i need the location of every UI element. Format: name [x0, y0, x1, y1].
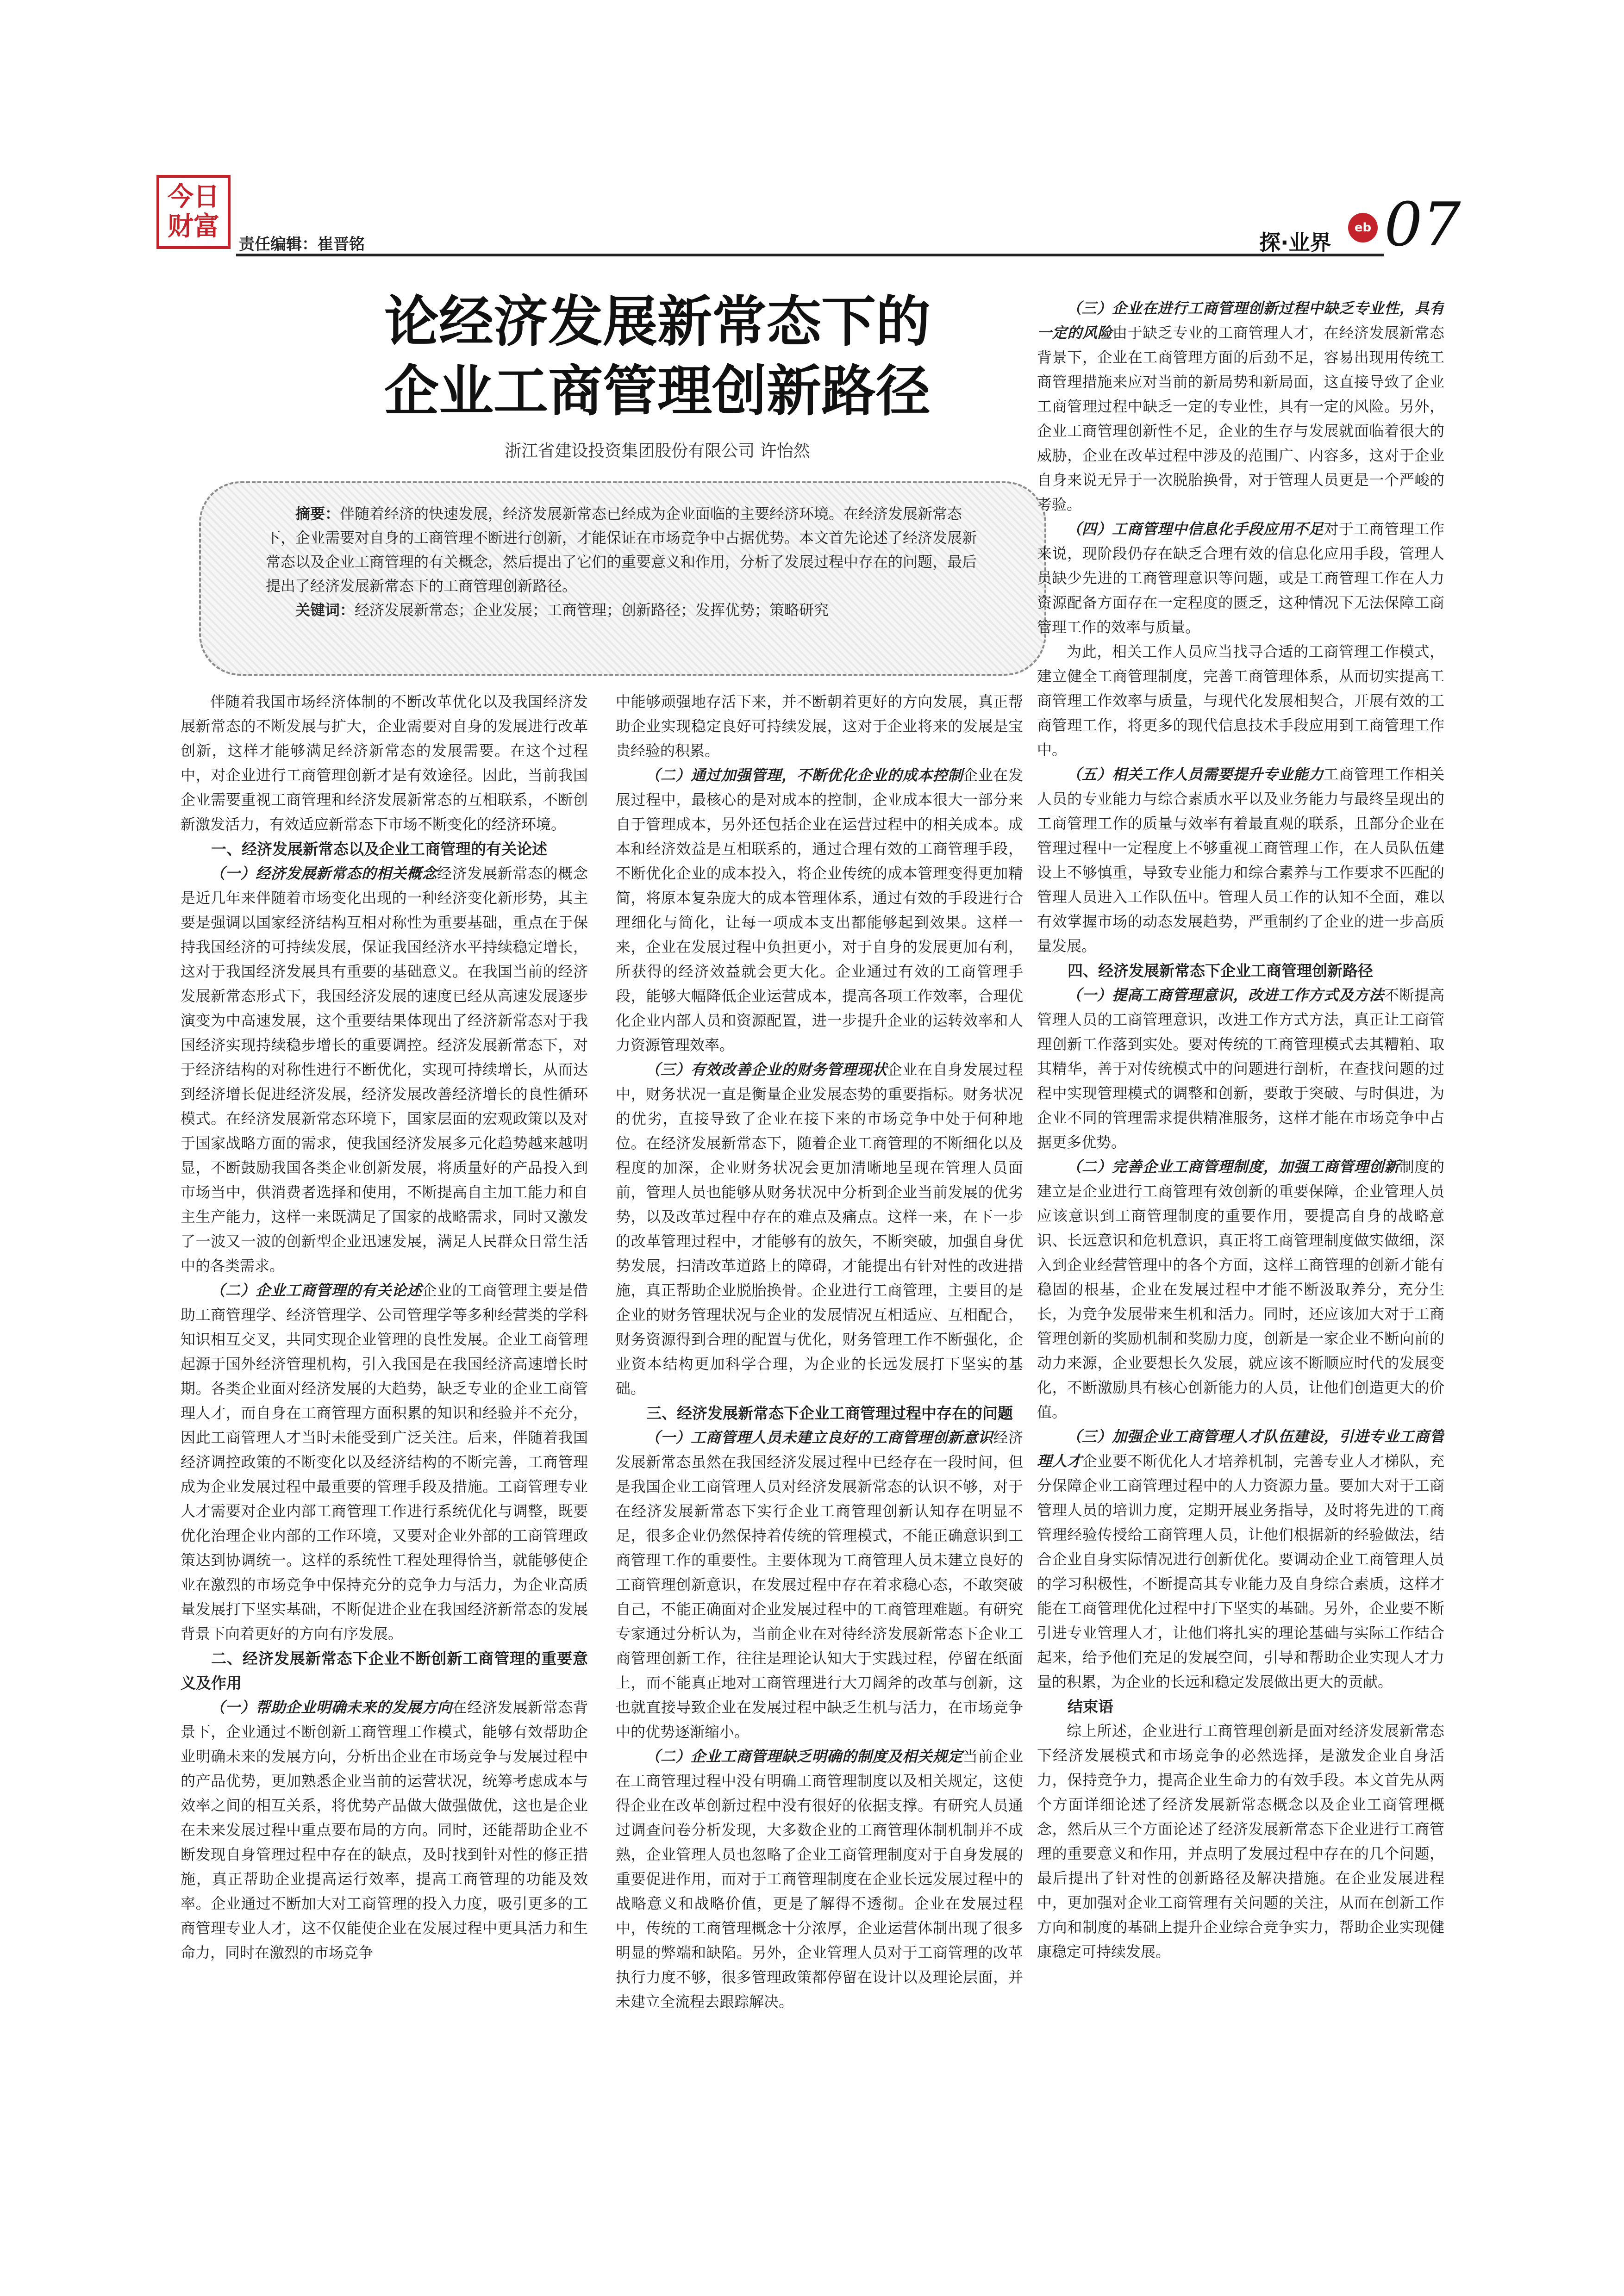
- subsection-title: （四）工商管理中信息化手段应用不足: [1067, 520, 1324, 538]
- section-heading-1: 一、经济发展新常态以及企业工商管理的有关论述: [211, 840, 547, 858]
- subsection-body: 对于工商管理工作来说，现阶段仍存在缺乏合理有效的信息化应用手段，管理人员缺少先进的工商管理意识等问题，或是工商管理工作在人力资源配备方面存在一定程度的匮乏，这种情况下无法保障工商管理工作的效率与质量。: [1037, 520, 1444, 636]
- subsection-title: （三）企业在进行工商管理创新过程中缺乏专业性，具有一定的风险: [1037, 299, 1444, 342]
- subsection-title: （二）企业工商管理缺乏明确的制度及相关规定: [645, 1748, 963, 1765]
- subsection-body: 制度的建立是企业进行工商管理有效创新的重要保障，企业管理人员应该意识到工商管理制度的重要作用，要提高自身的战略意识、长远意识和危机意识，真正将工商管理制度做实做细，深入到企业经营管理中的各个方面，这样工商管理的创新才能有稳固的根基，企业在发展过程中才能不断汲取养分，充分生长，为竞争发展带来生机和活力。同时，还应该加大对于工商管理创新的奖励机制和奖励力度，创新是一家企业不断向前的动力来源，企业要想长久发展，就应该不断顺应时代的发展变化，不断激励具有核心创新能力的人员，让他们创造更大的价值。: [1037, 1158, 1444, 1421]
- subsection-4-1: [1037, 983, 1444, 1155]
- subsection-title: （五）相关工作人员需要提升专业能力: [1067, 765, 1324, 783]
- editor-credit: 责任编辑：崔晋铭: [239, 235, 365, 254]
- subsection-3-4: [1037, 517, 1444, 640]
- title-line-2: 企业工商管理创新路径: [384, 359, 931, 423]
- continued-paragraph: 中能够顽强地存活下来，并不断朝着更好的方向发展，真正帮助企业实现稳定良好可持续发展，这对于企业将来的发展是宝贵经验的积累。: [616, 693, 1023, 759]
- subsection-body: 在经济发展新常态背景下，企业通过不断创新工商管理工作模式，能够有效帮助企业明确未来的发展方向，分析出企业在市场竞争与发展过程中的产品优势，更加熟悉企业当前的运营状况，统筹考虑成本与效率之间的相互关系，将优势产品做大做强做优，这也是企业在未来发展过程中重点要布局的方向。同时，还能帮助企业不断发现自身管理过程中存在的缺点，及时找到针对性的修正措施，真正帮助企业提高运行效率，提高工商管理的功能及效率。企业通过不断加大对工商管理的投入力度，吸引更多的工商管理专业人才，这不仅能使企业在发展过程中更具活力和生命力，同时在激烈的市场竞争: [181, 1699, 588, 1961]
- intro-paragraph: 伴随着我国市场经济体制的不断改革优化以及我国经济发展新常态的不断发展与扩大，企业需要对自身的发展进行改革创新，这样才能够满足经济新常态的发展需要。在这个过程中，对企业进行工商管理创新才是有效途径。因此，当前我国企业需要重视工商管理和经济发展新常态的互相联系，不断创新激发活力，有效适应新常态下市场不断变化的经济环境。: [181, 693, 588, 833]
- transition-paragraph: 为此，相关工作人员应当找寻合适的工商管理工作模式，建立健全工商管理制度，完善工商管理体系，从而切实提高工商管理工作效率与质量，与现代化发展相契合，开展有效的工商管理工作，将更多的现代信息技术手段应用到工商管理工作中。: [1037, 643, 1444, 759]
- subsection-1-2: [181, 1278, 588, 1646]
- masthead-line-1: 今日: [168, 182, 219, 212]
- subsection-body: 由于缺乏专业的工商管理人才，在经济发展新常态背景下，企业在工商管理方面的后劲不足，容易出现用传统工商管理措施来应对当前的新局势和新局面，这直接导致了企业工商管理过程中缺乏一定的专业性，具有一定的风险。另外，企业工商管理创新性不足，企业的生存与发展就面临着很大的威胁，企业在改革过程中涉及的范围广、内容多，这对于企业自身来说无异于一次脱胎换骨，对于管理人员更是一个严峻的考验。: [1037, 324, 1444, 513]
- section-heading-4: 四、经济发展新常态下企业工商管理创新路径: [1068, 962, 1373, 980]
- subsection-title: （一）帮助企业明确未来的发展方向: [210, 1699, 452, 1716]
- subsection-2-1: [181, 1695, 588, 1965]
- section-badge-icon: eb: [1348, 213, 1378, 243]
- subsection-title: （二）企业工商管理的有关论述: [210, 1282, 422, 1299]
- conclusion-paragraph: 综上所述，企业进行工商管理创新是面对经济发展新常态下经济发展模式和市场竞争的必然选择，是激发企业自身活力，保持竞争力，提高企业生命力的有效手段。本文首先从两个方面详细论述了经济发展新常态概念以及企业工商管理概念，然后从三个方面论述了经济发展新常态下企业进行工商管理的重要意义和作用，并点明了发展过程中存在的几个问题，最后提出了针对性的创新路径及解决措施。在企业发展进程中，更加强对企业工商管理有关问题的关注，从而在创新工作方向和制度的基础上提升企业综合竞争实力，帮助企业实现健康稳定可持续发展。: [1037, 1722, 1444, 1960]
- subsection-body: 企业在自身发展过程中，财务状况一直是衡量企业发展态势的重要指标。财务状况的优劣，直接导致了企业在接下来的市场竞争中处于何种地位。在经济发展新常态下，随着企业工商管理的不断细化以及程度的加深，企业财务状况会更加清晰地呈现在管理人员面前，管理人员也能够从财务状况中分析到企业当前发展的优劣势，以及改革过程中存在的难点及痛点。这样一来，在下一步的改革管理过程中，才能够有的放矢，不断突破，加强自身优势发展，扫清改革道路上的障碍，才能提出有针对性的改进措施，真正帮助企业脱胎换骨。企业进行工商管理，主要目的是企业的财务管理状况与企业的发展情况互相适应、互相配合，财务资源得到合理的配置与优化，财务管理工作不断强化，企业资本结构更加科学合理，为企业的长远发展打下坚实的基础。: [616, 1061, 1023, 1397]
- abstract-label: 摘要：: [295, 505, 340, 523]
- title-line-1: 论经济发展新常态下的: [384, 290, 931, 354]
- subsection-body: 当前企业在工商管理过程中没有明确工商管理制度以及相关规定，这使得企业在改革创新过程中没有很好的依据支撑。有研究人员通过调查问卷分析发现，大多数企业的工商管理体制机制并不成熟，企业管理人员也忽略了企业工商管理制度对于自身发展的重要促进作用，而对于工商管理制度在企业长远发展过程中的战略意义和战略价值，更是了解得不透彻。企业在发展过程中，传统的工商管理概念十分浓厚，企业运营体制出现了很多明显的弊端和缺陷。另外，企业管理人员对于工商管理的改革执行力度不够，很多管理政策都停留在设计以及理论层面，并未建立全流程去跟踪解决。: [616, 1748, 1023, 2010]
- subsection-body: 企业在发展过程中，最核心的是对成本的控制，企业成本很大一部分来自于管理成本，另外还包括企业在运营过程中的相关成本。成本和经济效益是互相联系的，通过合理有效的工商管理手段，不断优化企业的成本投入，将企业传统的成本管理变得更加精简，将原本复杂庞大的成本管理体系，通过有效的手段进行合理细化与简化，让每一项成本支出都能够起到效果。这样一来，企业在发展过程中负担更小，对于自身的发展更加有利，所获得的经济效益就会更大化。企业通过有效的工商管理手段，能够大幅降低企业运营成本，提高各项工作效率，合理优化企业内部人员和资源配置，进一步提升企业的运转效率和人力资源管理效率。: [616, 766, 1023, 1054]
- section-heading-3: 三、经济发展新常态下企业工商管理过程中存在的问题: [646, 1404, 1013, 1422]
- subsection-4-3: [1037, 1425, 1444, 1694]
- subsection-3-2: [616, 1744, 1023, 2014]
- masthead-line-2: 财富: [168, 212, 219, 242]
- header-rule: [236, 254, 1384, 256]
- subsection-title: （三）加强企业工商管理人才队伍建设，引进专业工商管理人才: [1037, 1428, 1444, 1470]
- subsection-title: （二）通过加强管理，不断优化企业的成本控制: [645, 766, 963, 784]
- subsection-title: （二）完善企业工商管理制度，加强工商管理创新: [1067, 1158, 1399, 1176]
- section-label: 探·业界: [1259, 230, 1331, 255]
- page-header: [0, 0, 1624, 278]
- abstract-content: [266, 502, 988, 622]
- subsection-title: （一）工商管理人员未建立良好的工商管理创新意识: [645, 1429, 993, 1446]
- article-column-1: [181, 690, 588, 2097]
- subsection-body: 不断提高管理人员的工商管理意识，改进工作方式方法，真正让工商管理创新工作落到实处。要对传统的工商管理模式去其糟粕、取其精华，善于对传统模式中的问题进行剖析，在查找问题的过程中实现管理模式的调整和创新，要敢于突破、与时俱进，为企业不同的管理需求提供精准服务，这样才能在市场竞争中占据更多优势。: [1037, 986, 1444, 1151]
- article-author: 浙江省建设投资集团股份有限公司 许怡然: [505, 442, 810, 460]
- subsection-body: 工商管理工作相关人员的专业能力与综合素质水平以及业务能力与最终呈现出的工商管理工作的质量与效率有着最直观的联系，且部分企业在管理过程中一定程度上不够重视工商管理工作，在人员队伍建设上不够慎重，导致专业能力和综合素养与工作要求不匹配的管理人员进入工作队伍中。管理人员工作的认知不全面，难以有效掌握市场的动态发展趋势，严重制约了企业的进一步高质量发展。: [1037, 765, 1444, 955]
- subsection-body: 企业的工商管理主要是借助工商管理学、经济管理学、公司管理学等多种经营类的学科知识相互交叉，共同实现企业管理的良性发展。企业工商管理起源于国外经济管理机构，引入我国是在我国经济高速增长时期。各类企业面对经济发展的大趋势，缺乏专业的企业工商管理人才，而自身在工商管理方面积累的知识和经验并不充分，因此工商管理人才当时未能受到广泛关注。后来，伴随着我国经济调控政策的不断变化以及经济结构的不断完善，工商管理成为企业发展过程中最重要的管理手段及措施。工商管理专业人才需要对企业内部工商管理工作进行系统优化与调整，既要优化治理企业内部的工作环境，又要对企业外部的工商管理政策达到协调统一。这样的系统性工程处理得恰当，就能够使企业在激烈的市场竞争中保持充分的竞争力与活力，为企业高质量发展打下坚实基础，不断促进企业在我国经济新常态的发展背景下向着更好的方向有序发展。: [181, 1282, 588, 1643]
- article-column-3: [1037, 296, 1444, 2097]
- newspaper-masthead: [156, 175, 231, 249]
- subsection-body: 企业要不断优化人才培养机制，完善专业人才梯队，充分保障企业工商管理过程中的人力资源力量。要加大对于工商管理人员的培训力度，定期开展业务指导，及时将先进的工商管理经验传授给工商管理人员，让他们根据新的经验做法，结合企业自身实际情况进行创新优化。要调动企业工商管理人员的学习积极性，不断提高其专业能力及自身综合素质，这样才能在工商管理优化过程中打下坚实的基础。另外，企业要不断引进专业管理人才，让他们将扎实的理论基础与实际工作结合起来，给予他们充足的发展空间，引导和帮助企业实现人才力量的积累，为企业的长远和稳定发展做出更大的贡献。: [1037, 1452, 1444, 1691]
- subsection-3-1: [616, 1425, 1023, 1744]
- article-column-2: [616, 690, 1023, 2097]
- keywords-label: 关键词：: [295, 601, 355, 619]
- subsection-3-5: [1037, 762, 1444, 958]
- subsection-3-3: [1037, 296, 1444, 517]
- page-number: 07: [1384, 189, 1461, 260]
- keywords-text: 经济发展新常态；企业发展；工商管理；创新路径；发挥优势；策略研究: [355, 601, 829, 619]
- subsection-title: （一）经济发展新常态的相关概念: [210, 865, 437, 882]
- conclusion-heading: 结束语: [1068, 1698, 1113, 1716]
- section-heading-2: 二、经济发展新常态下企业不断创新工商管理的重要意义及作用: [181, 1649, 588, 1692]
- abstract-box: [199, 481, 1046, 676]
- subsection-1-1: [181, 861, 588, 1278]
- subsection-body: 经济发展新常态的概念是近几年来伴随着市场变化出现的一种经济变化新形势，其主要是强调以国家经济结构互相对称性为重要基础，重点在于保持我国经济的可持续发展，保证我国经济水平持续稳定增长，这对于我国经济发展具有重要的基础意义。在我国当前的经济发展新常态形式下，我国经济发展的速度已经从高速发展逐步演变为中高速发展，这个重要结果体现出了经济新常态对于我国经济实现持续稳步增长的重要调控。经济发展新常态下，对于经济结构的对称性进行不断优化，实现可持续增长，从而达到经济增长促进经济发展，经济发展改善经济增长的良性循环模式。在经济发展新常态环境下，国家层面的宏观政策以及对于国家战略方面的需求，使我国经济发展多元化趋势越来越明显，不断鼓励我国各类企业创新发展，将质量好的产品投入到市场当中，供消费者选择和使用，不断提高自主加工能力和自主生产能力，这样一来既满足了国家的战略需求，同时又激发了一波又一波的创新型企业迅速发展，满足人民群众日常生活中的各类需求。: [181, 865, 588, 1275]
- abstract-text: 伴随着经济的快速发展，经济发展新常态已经成为企业面临的主要经济环境。在经济发展新常态下，企业需要对自身的工商管理不断进行创新，才能保证在市场竞争中占据优势。本文首先论述了经济发展新常态以及企业工商管理的有关概念，然后提出了它们的重要意义和作用，分析了发展过程中存在的问题，最后提出了经济发展新常态下的工商管理创新路径。: [266, 505, 977, 595]
- subsection-title: （一）提高工商管理意识，改进工作方式及方法: [1067, 986, 1384, 1004]
- subsection-body: 经济发展新常态虽然在我国经济发展过程中已经存在一段时间，但是我国企业工商管理人员对经济发展新常态的认识不够，对于在经济发展新常态下实行企业工商管理创新认知存在明显不足，很多企业仍然保持着传统的管理模式，不能正确意识到工商管理工作的重要性。主要体现为工商管理人员未建立良好的工商管理创新意识，在发展过程中存在着求稳心态，不敢突破自己，不能正确面对企业发展过程中的工商管理难题。有研究专家通过分析认为，当前企业在对待经济发展新常态下企业工商管理创新工作，往往是理论认知大于实践过程，停留在纸面上，而不能真正地对工商管理进行大刀阔斧的改革与创新，这也就直接导致企业在发展过程中缺乏生机与活力，在市场竞争中的优势逐渐缩小。: [616, 1429, 1023, 1741]
- article-title: [259, 287, 1056, 426]
- subsection-2-3: [616, 1058, 1023, 1401]
- subsection-4-2: [1037, 1155, 1444, 1425]
- subsection-title: （三）有效改善企业的财务管理现状: [645, 1061, 887, 1078]
- subsection-2-2: [616, 763, 1023, 1058]
